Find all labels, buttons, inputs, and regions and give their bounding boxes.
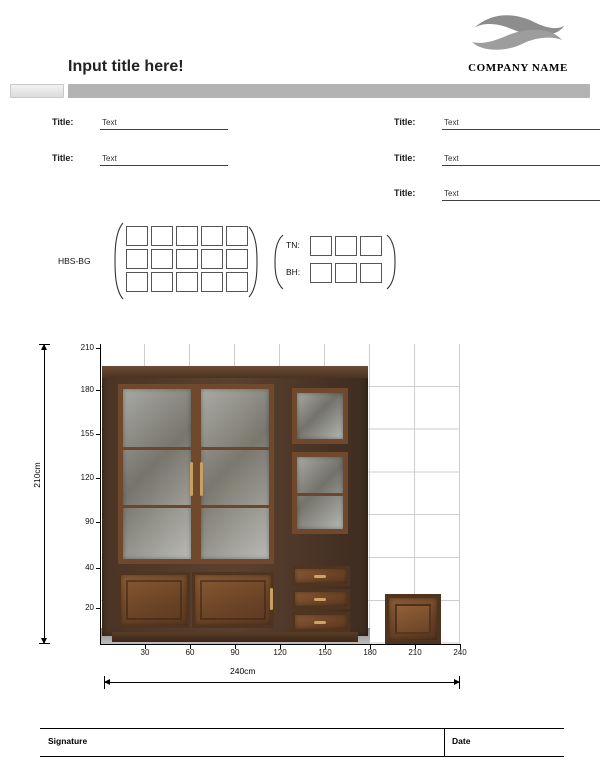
hbs-bg-cell-grid bbox=[126, 226, 248, 292]
left-brace-icon bbox=[272, 234, 284, 290]
drawer-handle bbox=[314, 575, 326, 578]
y-tick-mark bbox=[96, 608, 101, 609]
width-dimension-line bbox=[104, 682, 460, 683]
field-left-1-input[interactable]: Text bbox=[100, 114, 228, 130]
glass-cabinet-middle bbox=[292, 452, 348, 534]
drawer-handle bbox=[314, 598, 326, 601]
y-tick-mark bbox=[96, 348, 101, 349]
field-left-2-label: Title: bbox=[52, 153, 74, 163]
diagrams-section bbox=[0, 216, 600, 306]
glass-door-left bbox=[118, 384, 196, 564]
dimension-arrow-up-icon bbox=[41, 344, 47, 350]
field-right-3-input[interactable]: Text bbox=[442, 185, 600, 201]
width-dimension-label: 240cm bbox=[230, 666, 256, 676]
grid-cell[interactable] bbox=[360, 236, 382, 256]
diagram-group-hbs-bg bbox=[58, 222, 258, 300]
right-brace-icon bbox=[386, 234, 398, 290]
x-tick-label: 60 bbox=[185, 648, 195, 657]
height-dimension-line bbox=[44, 344, 45, 644]
grid-cell[interactable] bbox=[126, 249, 148, 269]
dimension-arrow-down-icon bbox=[41, 638, 47, 644]
main-cabinet-illustration bbox=[100, 344, 370, 644]
grid-cell[interactable] bbox=[226, 226, 248, 246]
x-tick-label: 120 bbox=[273, 648, 287, 657]
footer-top-rule bbox=[40, 728, 564, 729]
grid-cell[interactable] bbox=[126, 226, 148, 246]
panel-inset bbox=[200, 580, 266, 620]
grid-cell[interactable] bbox=[176, 226, 198, 246]
door-handle bbox=[270, 588, 273, 610]
grid-cell[interactable] bbox=[126, 272, 148, 292]
fields-section bbox=[0, 110, 600, 210]
page-title: Input title here! bbox=[68, 58, 184, 75]
dimension-arrow-left-icon bbox=[104, 679, 110, 685]
signature-label: Signature bbox=[48, 736, 88, 746]
x-tick-label: 30 bbox=[140, 648, 150, 657]
y-axis bbox=[100, 344, 101, 644]
y-tick-mark bbox=[96, 478, 101, 479]
field-right-3-label: Title: bbox=[394, 188, 416, 198]
grid-cell[interactable] bbox=[335, 263, 357, 283]
field-right-1-label: Title: bbox=[394, 117, 416, 127]
field-right-2-label: Title: bbox=[394, 153, 416, 163]
cabinet-top-rail bbox=[102, 366, 368, 378]
grid-cell[interactable] bbox=[151, 249, 173, 269]
y-tick-mark bbox=[96, 568, 101, 569]
grid-cell[interactable] bbox=[310, 236, 332, 256]
footer-divider bbox=[444, 728, 445, 757]
x-tick-label: 90 bbox=[230, 648, 240, 657]
grid-cell[interactable] bbox=[226, 272, 248, 292]
date-label: Date bbox=[452, 736, 471, 746]
grid-cell[interactable] bbox=[201, 226, 223, 246]
dimension-arrow-right-icon bbox=[454, 679, 460, 685]
wave-swoosh-logo-icon bbox=[468, 8, 568, 60]
wood-door-right bbox=[192, 572, 274, 628]
grid-cell[interactable] bbox=[226, 249, 248, 269]
grid-cell[interactable] bbox=[335, 236, 357, 256]
door-muntin bbox=[201, 447, 269, 450]
grid-cell[interactable] bbox=[176, 272, 198, 292]
glass-cabinet-upper bbox=[292, 388, 348, 444]
bh-row-label: BH: bbox=[286, 267, 301, 277]
door-muntin bbox=[201, 505, 269, 508]
panel-inset bbox=[395, 604, 431, 634]
grid-cell[interactable] bbox=[201, 272, 223, 292]
y-tick-label: 20 bbox=[85, 603, 94, 612]
field-right-1-input[interactable]: Text bbox=[442, 114, 600, 130]
header-bar bbox=[10, 84, 590, 98]
y-tick-label: 40 bbox=[85, 563, 94, 572]
door-muntin bbox=[123, 505, 191, 508]
header-bar-left-block bbox=[10, 84, 64, 98]
tn-cell-grid bbox=[310, 236, 382, 256]
y-tick-label: 180 bbox=[80, 385, 94, 394]
tn-row-label: TN: bbox=[286, 240, 300, 250]
door-handle bbox=[200, 462, 203, 496]
grid-cell[interactable] bbox=[176, 249, 198, 269]
wood-door-left bbox=[118, 572, 190, 628]
x-tick-label: 240 bbox=[453, 648, 467, 657]
grid-cell[interactable] bbox=[151, 226, 173, 246]
field-right-2-input[interactable]: Text bbox=[442, 150, 600, 166]
y-tick-mark bbox=[96, 522, 101, 523]
y-tick-label: 210 bbox=[80, 343, 94, 352]
drawer-handle bbox=[314, 621, 326, 624]
grid-cell[interactable] bbox=[201, 249, 223, 269]
plot-area bbox=[100, 344, 460, 644]
bh-cell-grid bbox=[310, 263, 382, 283]
x-tick-label: 180 bbox=[363, 648, 377, 657]
company-name: COMPANY NAME bbox=[468, 62, 568, 74]
right-brace-icon bbox=[248, 226, 260, 298]
x-tick-label: 210 bbox=[408, 648, 422, 657]
grid-cell[interactable] bbox=[151, 272, 173, 292]
header-bar-right-block bbox=[68, 84, 590, 98]
field-left-1-label: Title: bbox=[52, 117, 74, 127]
y-tick-mark bbox=[96, 434, 101, 435]
left-brace-icon bbox=[112, 222, 124, 300]
y-tick-mark bbox=[96, 390, 101, 391]
footer-bottom-rule bbox=[40, 756, 564, 757]
height-dimension-label: 210cm bbox=[31, 462, 42, 488]
company-logo-block bbox=[458, 8, 578, 74]
door-muntin bbox=[297, 493, 343, 496]
cabinet-kick-plate bbox=[112, 632, 358, 642]
y-tick-label: 155 bbox=[80, 429, 94, 438]
y-tick-label: 90 bbox=[85, 517, 94, 526]
glass-door-right bbox=[196, 384, 274, 564]
diagram-group-tn-bh bbox=[272, 234, 402, 290]
x-tick-label: 150 bbox=[318, 648, 332, 657]
door-muntin bbox=[123, 447, 191, 450]
field-left-2-input[interactable]: Text bbox=[100, 150, 228, 166]
diagram-group-hbs-bg-label: HBS-BG bbox=[58, 256, 91, 266]
door-handle bbox=[190, 462, 193, 496]
footer bbox=[40, 728, 564, 764]
small-cabinet-illustration bbox=[385, 594, 441, 644]
grid-cell[interactable] bbox=[310, 263, 332, 283]
panel-inset bbox=[126, 580, 182, 620]
dimension-drawing bbox=[0, 330, 600, 710]
y-tick-label: 120 bbox=[80, 473, 94, 482]
grid-cell[interactable] bbox=[360, 263, 382, 283]
